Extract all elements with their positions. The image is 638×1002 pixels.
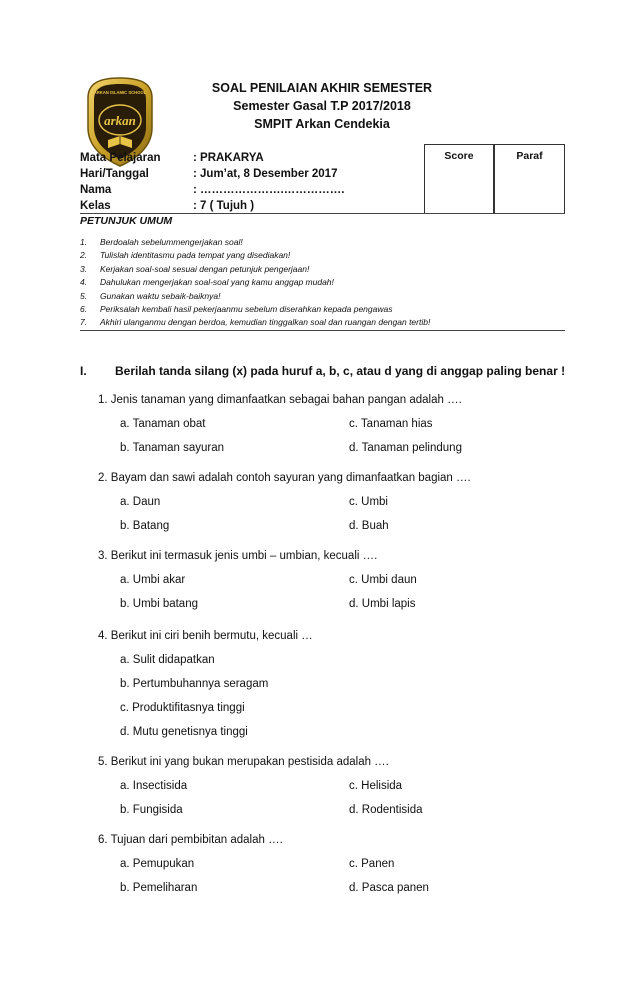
divider-bottom [80, 330, 565, 331]
exam-title: SOAL PENILAIAN AKHIR SEMESTER [211, 81, 433, 95]
question-text: 2. Bayam dan sawi adalah contoh sayuran yang dimanfaatkan bagian …. [98, 472, 471, 484]
logo-emblem-text: arkan [104, 113, 136, 128]
section-number: I. [80, 364, 87, 378]
answer-option[interactable]: a. Daun [120, 496, 161, 508]
date-value: : Jum’at, 8 Desember 2017 [193, 168, 338, 180]
instruction-text: Dahulukan mengerjakan soal-soal yang kamu anggap mudah! [100, 277, 334, 288]
paraf-box[interactable] [494, 144, 565, 214]
logo-ring-text: ARKAN ISLAMIC SCHOOL [93, 90, 147, 95]
question-text: 5. Berikut ini yang bukan merupakan pestisida adalah …. [98, 756, 389, 768]
answer-option[interactable]: b. Tanaman sayuran [120, 442, 224, 454]
name-label: Nama [80, 184, 112, 196]
instruction-number: 1. [80, 237, 88, 247]
answer-option[interactable]: a. Tanaman obat [120, 418, 206, 430]
paraf-label: Paraf [516, 150, 543, 162]
answer-option[interactable]: a. Sulit didapatkan [120, 654, 215, 666]
instruction-number: 5. [80, 290, 88, 301]
subject-value: : PRAKARYA [193, 152, 264, 164]
name-field[interactable]: : ………………….……………. [193, 184, 345, 196]
answer-option[interactable]: d. Buah [349, 520, 389, 532]
instruction-number: 2. [80, 250, 88, 261]
instruction-number: 7. [80, 317, 88, 328]
answer-option[interactable]: c. Umbi [349, 496, 388, 508]
question-text: 3. Berikut ini termasuk jenis umbi – umbian, kecuali …. [98, 550, 378, 562]
answer-option[interactable]: a. Insectisida [120, 780, 188, 792]
answer-option[interactable]: b. Umbi batang [120, 598, 198, 610]
class-label: Kelas [80, 200, 111, 212]
answer-option[interactable]: a. Umbi akar [120, 574, 186, 586]
question-text: 1. Jenis tanaman yang dimanfaatkan sebagai bahan pangan adalah …. [98, 394, 462, 406]
instruction-text: Kerjakan soal-soal sesuai dengan petunjuk pengerjaan! [100, 263, 310, 274]
question-text: 4. Berikut ini ciri benih bermutu, kecuali … [98, 630, 313, 642]
instruction-text: Tulislah identitasmu pada tempat yang disediakan! [100, 250, 291, 261]
answer-option[interactable]: d. Pasca panen [349, 882, 429, 894]
instruction-text: Periksalah kembali hasil pekerjaanmu sebelum diserahkan kepada pengawas [100, 304, 393, 314]
answer-option[interactable]: c. Helisida [349, 780, 403, 792]
answer-option[interactable]: c. Umbi daun [349, 574, 417, 586]
instruction-number: 3. [80, 263, 88, 274]
instruction-number: 4. [80, 277, 88, 288]
divider-top [80, 213, 565, 214]
score-box[interactable] [424, 144, 494, 214]
section-instruction: Berilah tanda silang (x) pada huruf a, b, c, atau d yang di anggap paling benar ! [115, 364, 566, 378]
answer-option[interactable]: d. Umbi lapis [349, 598, 416, 610]
instructions-title: PETUNJUK UMUM [80, 215, 173, 227]
semester-title: Semester Gasal T.P 2017/2018 [233, 99, 411, 113]
date-label: Hari/Tanggal [80, 168, 149, 180]
answer-option[interactable]: c. Produktifitasnya tinggi [120, 702, 245, 714]
answer-option[interactable]: c. Tanaman hias [349, 418, 433, 430]
score-label: Score [444, 150, 474, 162]
answer-option[interactable]: c. Panen [349, 858, 395, 870]
instruction-text: Gunakan waktu sebaik-baiknya! [100, 290, 221, 301]
answer-option[interactable]: a. Pemupukan [120, 858, 195, 870]
answer-option[interactable]: b. Fungisida [120, 804, 183, 816]
answer-option[interactable]: d. Mutu genetisnya tinggi [120, 726, 248, 738]
answer-option[interactable]: b. Pemeliharan [120, 882, 198, 894]
instruction-text: Akhiri ulanganmu dengan berdoa, kemudian tinggalkan soal dan ruangan dengan tertib! [100, 317, 431, 328]
answer-option[interactable]: b. Pertumbuhannya seragam [120, 678, 269, 690]
school-name: SMPIT Arkan Cendekia [254, 117, 390, 131]
class-value: : 7 ( Tujuh ) [193, 200, 255, 212]
instruction-text: Berdoalah sebelummengerjakan soal! [100, 237, 243, 247]
instruction-number: 6. [80, 304, 88, 314]
answer-option[interactable]: d. Rodentisida [349, 804, 423, 816]
answer-option[interactable]: d. Tanaman pelindung [349, 442, 462, 454]
subject-label: Mata Pelajaran [80, 152, 161, 164]
answer-option[interactable]: b. Batang [120, 520, 170, 532]
question-text: 6. Tujuan dari pembibitan adalah …. [98, 834, 283, 846]
